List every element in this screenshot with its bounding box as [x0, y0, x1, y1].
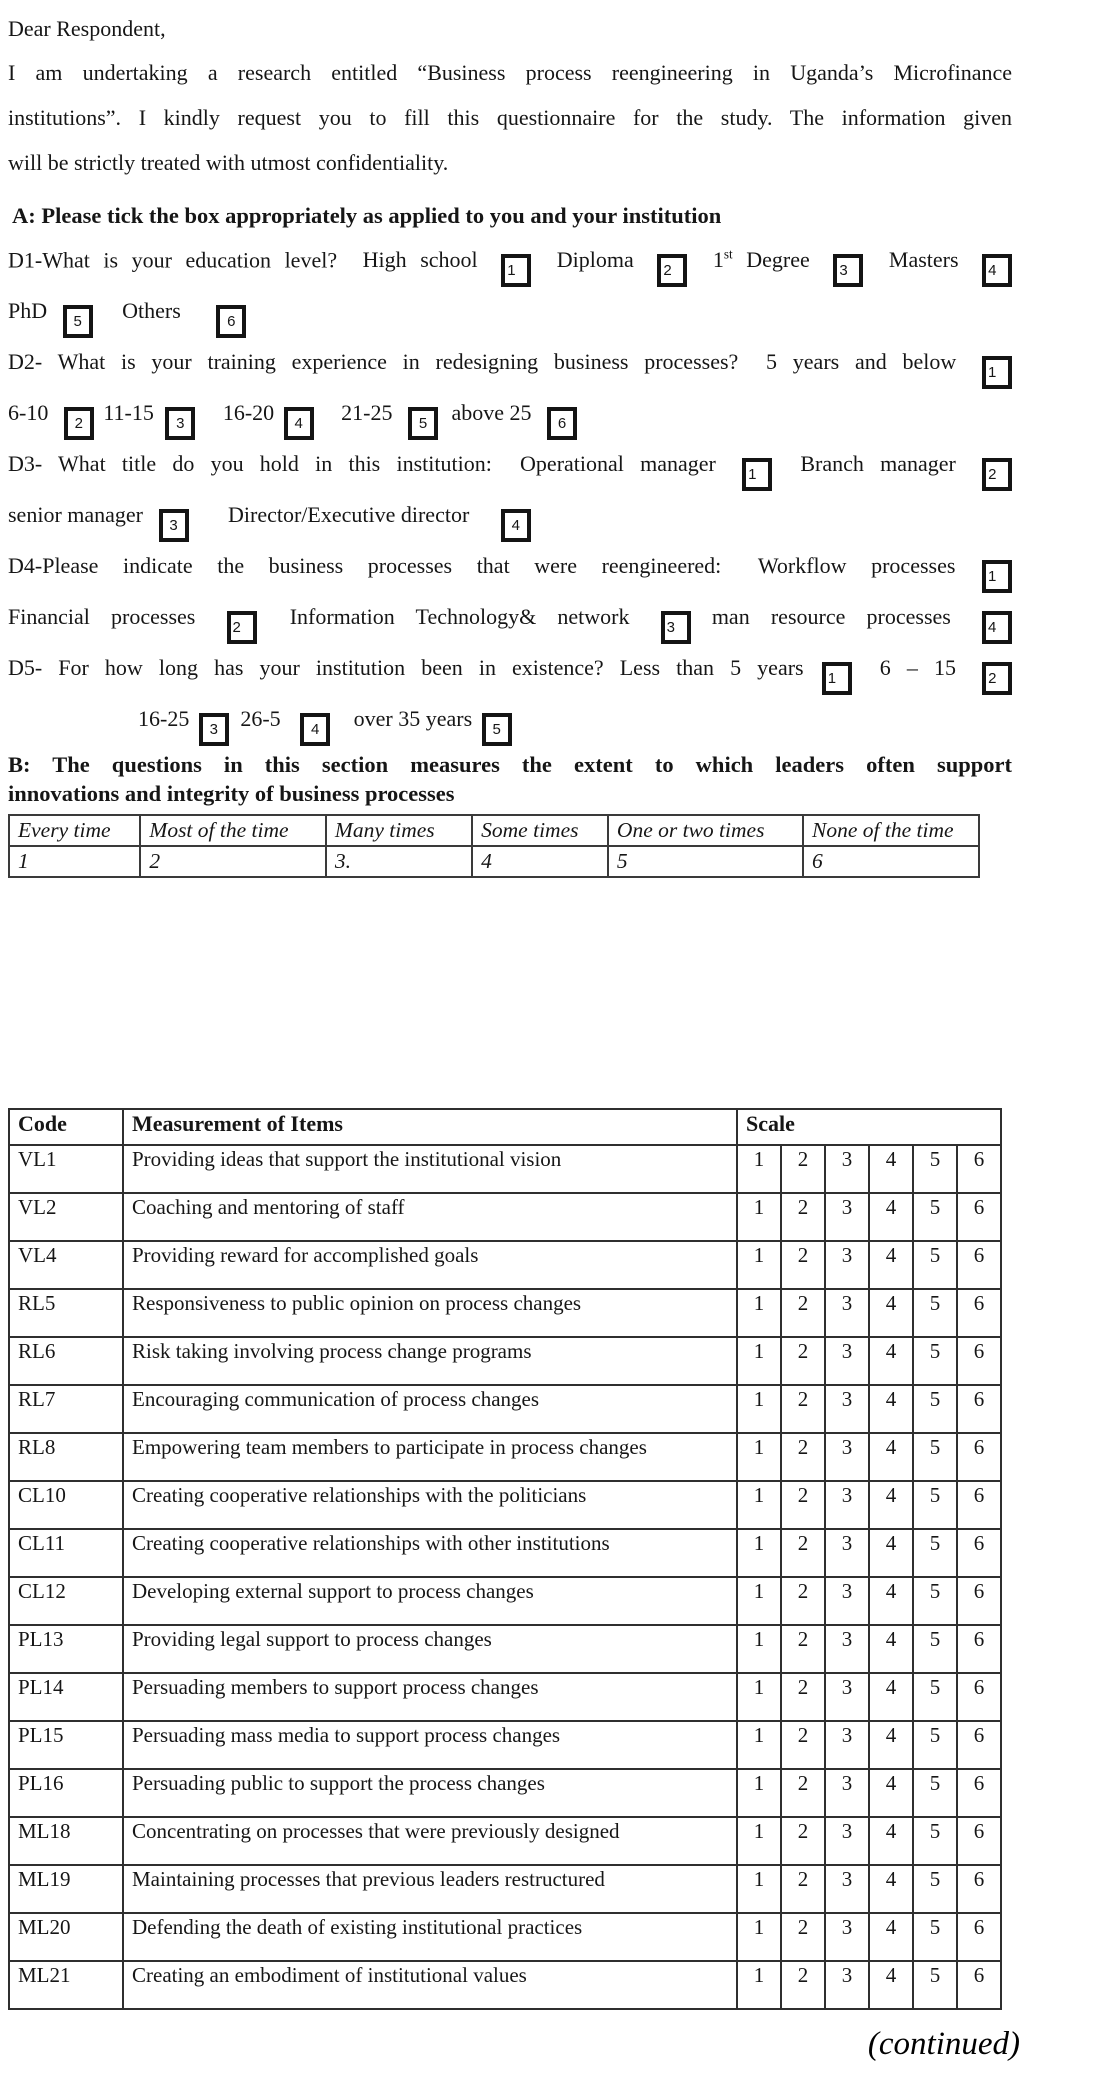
scale-cell[interactable]: 6: [957, 1145, 1001, 1193]
d1-option-6-label: Others: [122, 298, 181, 324]
scale-cell[interactable]: 6: [957, 1433, 1001, 1481]
table-row-rl6: [9, 1337, 1001, 1385]
scale-cell[interactable]: 2: [781, 1961, 825, 2009]
scale-cell[interactable]: 1: [737, 1913, 781, 1961]
question-d1: [8, 231, 1012, 338]
scale-cell[interactable]: 3: [825, 1145, 869, 1193]
scale-cell[interactable]: 6: [957, 1913, 1001, 1961]
row-code: CL12: [9, 1577, 123, 1625]
row-item: Persuading members to support process changes: [123, 1673, 737, 1721]
scale-cell[interactable]: 1: [737, 1529, 781, 1577]
row-item: Persuading mass media to support process changes: [123, 1721, 737, 1769]
scale-cell[interactable]: 4: [869, 1337, 913, 1385]
row-code: CL10: [9, 1481, 123, 1529]
d1-checkbox-2[interactable]: 2: [657, 254, 687, 287]
measurement-table: [8, 1108, 1002, 2010]
scale-cell[interactable]: 5: [913, 1865, 957, 1913]
scale-cell[interactable]: 5: [913, 1337, 957, 1385]
scale-cell[interactable]: 6: [957, 1817, 1001, 1865]
table-row-pl15: [9, 1721, 1001, 1769]
scale-cell[interactable]: 1: [737, 1673, 781, 1721]
scale-cell[interactable]: 5: [913, 1529, 957, 1577]
scale-cell[interactable]: 5: [913, 1961, 957, 2009]
d3-checkbox-2[interactable]: 2: [982, 458, 1012, 491]
d5-option-2-label: 6 – 15: [879, 655, 956, 681]
row-code: PL15: [9, 1721, 123, 1769]
scale-cell[interactable]: 5: [913, 1241, 957, 1289]
scale-cell[interactable]: 3: [825, 1385, 869, 1433]
scale-cell[interactable]: 4: [869, 1241, 913, 1289]
scale-cell[interactable]: 2: [781, 1193, 825, 1241]
scale-cell[interactable]: 6: [957, 1721, 1001, 1769]
d3-question: D3- What title do you hold in this institution:: [8, 451, 509, 477]
scale-cell[interactable]: 3: [825, 1817, 869, 1865]
d1-option-3-label-sup: st: [723, 247, 733, 262]
table-row-rl5: [9, 1289, 1001, 1337]
d4-checkbox-1[interactable]: 1: [982, 560, 1012, 593]
legend-header-one-or-two-times: One or two times: [608, 815, 803, 846]
scale-cell[interactable]: 4: [869, 1529, 913, 1577]
table-row-vl4: [9, 1241, 1001, 1289]
table-row-cl11: [9, 1529, 1001, 1577]
scale-cell[interactable]: 1: [737, 1145, 781, 1193]
row-item: Creating cooperative relationships with other institutions: [123, 1529, 737, 1577]
row-code: RL5: [9, 1289, 123, 1337]
d5-checkbox-5[interactable]: 5: [482, 713, 512, 746]
scale-cell[interactable]: 6: [957, 1193, 1001, 1241]
d2-option-5-label: 21-25: [341, 400, 393, 426]
measurement-table-header-row: [9, 1109, 1001, 1145]
row-code: PL16: [9, 1769, 123, 1817]
legend-header-row: [9, 815, 979, 846]
d1-option-3-label: [713, 247, 810, 272]
continued-note: (continued): [867, 2026, 1020, 2063]
scale-cell[interactable]: 5: [913, 1193, 957, 1241]
code-header: Code: [9, 1109, 123, 1145]
scale-cell[interactable]: 5: [913, 1433, 957, 1481]
d1-checkbox-1[interactable]: 1: [501, 254, 531, 287]
section-a-heading: A: Please tick the box appropriately as applied to you and your institution: [12, 203, 722, 228]
scale-cell[interactable]: 3: [825, 1529, 869, 1577]
intro-line-1: I am undertaking a research entitled “Business process reengineering in Uganda’s Microfinance: [8, 60, 1012, 85]
d5-checkbox-1[interactable]: 1: [822, 662, 852, 695]
d2-checkbox-3[interactable]: 3: [165, 407, 195, 440]
legend-header-none-of-the-time: None of the time: [803, 815, 979, 846]
table-row-pl16: [9, 1769, 1001, 1817]
legend-value-4: 4: [472, 846, 608, 877]
scale-cell[interactable]: 2: [781, 1721, 825, 1769]
scale-cell[interactable]: 6: [957, 1625, 1001, 1673]
d2-option-4-label: 16-20: [222, 400, 275, 426]
d4-checkbox-3[interactable]: 3: [661, 611, 691, 644]
scale-cell[interactable]: 6: [957, 1337, 1001, 1385]
row-item: Coaching and mentoring of staff: [123, 1193, 737, 1241]
scale-header: Scale: [737, 1109, 1001, 1145]
row-code: VL1: [9, 1145, 123, 1193]
scale-cell[interactable]: 4: [869, 1673, 913, 1721]
scale-cell[interactable]: 1: [737, 1289, 781, 1337]
scale-cell[interactable]: 3: [825, 1193, 869, 1241]
d3-checkbox-1[interactable]: 1: [742, 458, 772, 491]
scale-cell[interactable]: 5: [913, 1817, 957, 1865]
row-code: VL4: [9, 1241, 123, 1289]
scale-cell[interactable]: 1: [737, 1721, 781, 1769]
scale-cell[interactable]: 6: [957, 1241, 1001, 1289]
scale-cell[interactable]: 6: [957, 1769, 1001, 1817]
legend-value-5: 5: [608, 846, 803, 877]
d5-option-3-label: 16-25: [138, 706, 190, 732]
d1-option-3-label-base: 1: [712, 247, 724, 273]
row-item: Maintaining processes that previous leaders restructured: [123, 1865, 737, 1913]
scale-cell[interactable]: 1: [737, 1769, 781, 1817]
row-item: Concentrating on processes that were previously designed: [123, 1817, 737, 1865]
row-code: RL8: [9, 1433, 123, 1481]
scale-cell[interactable]: 4: [869, 1577, 913, 1625]
legend-value-3: 3.: [326, 846, 472, 877]
row-item: Responsiveness to public opinion on process changes: [123, 1289, 737, 1337]
row-item: Persuading public to support the process changes: [123, 1769, 737, 1817]
section-b-heading-line-2: innovations and integrity of business processes: [8, 781, 455, 807]
scale-cell[interactable]: 4: [869, 1769, 913, 1817]
scale-cell[interactable]: 6: [957, 1481, 1001, 1529]
scale-cell[interactable]: 1: [737, 1961, 781, 2009]
table-row-ml21: [9, 1961, 1001, 2009]
scale-cell[interactable]: 4: [869, 1289, 913, 1337]
scale-cell[interactable]: 2: [781, 1481, 825, 1529]
scale-cell[interactable]: 5: [913, 1625, 957, 1673]
salutation: Dear Respondent,: [8, 16, 166, 41]
row-code: RL6: [9, 1337, 123, 1385]
scale-cell[interactable]: 2: [781, 1577, 825, 1625]
intro-line-2: institutions”. I kindly request you to fill this questionnaire for the study. The information given: [8, 105, 1012, 130]
legend-header-some-times: Some times: [472, 815, 608, 846]
d3-checkbox-3[interactable]: 3: [159, 509, 189, 542]
question-d2: [8, 338, 1012, 440]
legend-header-most-of-the-time: Most of the time: [140, 815, 326, 846]
table-row-pl14: [9, 1673, 1001, 1721]
question-d3: [8, 440, 1012, 542]
d2-checkbox-2[interactable]: 2: [64, 407, 94, 440]
page: [8, 8, 1020, 2063]
scale-cell[interactable]: 6: [957, 1673, 1001, 1721]
d4-checkbox-2[interactable]: 2: [227, 611, 257, 644]
d3-option-2-label: Branch manager: [800, 451, 956, 477]
legend-value-6: 6: [803, 846, 979, 877]
row-item: Developing external support to process changes: [123, 1577, 737, 1625]
d1-option-5-label: PhD: [8, 298, 48, 324]
d4-option-2-label: Financial processes: [8, 604, 196, 630]
scale-cell[interactable]: 2: [781, 1769, 825, 1817]
d5-question: D5- For how long has your institution been in existence?: [8, 655, 620, 681]
scale-cell[interactable]: 4: [869, 1625, 913, 1673]
scale-cell[interactable]: 3: [825, 1577, 869, 1625]
d1-question: D1-What is your education level?: [8, 247, 338, 273]
scale-cell[interactable]: 3: [825, 1673, 869, 1721]
scale-cell[interactable]: 5: [913, 1385, 957, 1433]
d5-option-1-label: Less than 5 years: [619, 655, 804, 681]
legend-value-row: [9, 846, 979, 877]
scale-cell[interactable]: 6: [957, 1385, 1001, 1433]
scale-cell[interactable]: 4: [869, 1865, 913, 1913]
row-item: Risk taking involving process change programs: [123, 1337, 737, 1385]
scale-cell[interactable]: 4: [869, 1433, 913, 1481]
scale-cell[interactable]: 2: [781, 1817, 825, 1865]
d5-option-4-label: 26-5: [240, 706, 281, 732]
scale-cell[interactable]: 5: [913, 1481, 957, 1529]
d2-option-6-label: above 25: [451, 400, 532, 426]
scale-cell[interactable]: 1: [737, 1625, 781, 1673]
scale-cell[interactable]: 1: [737, 1193, 781, 1241]
row-code: PL14: [9, 1673, 123, 1721]
d4-option-1-label: Workflow processes: [757, 553, 956, 579]
table-row-pl13: [9, 1625, 1001, 1673]
row-code: ML19: [9, 1865, 123, 1913]
scale-cell[interactable]: 2: [781, 1145, 825, 1193]
row-item: Creating cooperative relationships with the politicians: [123, 1481, 737, 1529]
scale-cell[interactable]: 6: [957, 1961, 1001, 2009]
row-code: CL11: [9, 1529, 123, 1577]
scale-cell[interactable]: 5: [913, 1145, 957, 1193]
d1-option-3-label-rest: Degree: [746, 247, 810, 273]
scale-cell[interactable]: 2: [781, 1673, 825, 1721]
scale-cell[interactable]: 6: [957, 1865, 1001, 1913]
scale-cell[interactable]: 3: [825, 1625, 869, 1673]
legend-header-every-time: Every time: [9, 815, 140, 846]
scale-cell[interactable]: 3: [825, 1337, 869, 1385]
table-row-vl2: [9, 1193, 1001, 1241]
d5-checkbox-3[interactable]: 3: [199, 713, 229, 746]
row-code: ML20: [9, 1913, 123, 1961]
d5-checkbox-4[interactable]: 4: [300, 713, 330, 746]
question-d5: [8, 644, 1012, 746]
scale-cell[interactable]: 4: [869, 1961, 913, 2009]
scale-cell[interactable]: 3: [825, 1721, 869, 1769]
scale-cell[interactable]: 5: [913, 1289, 957, 1337]
scale-cell[interactable]: 3: [825, 1433, 869, 1481]
scale-cell[interactable]: 5: [913, 1577, 957, 1625]
scale-cell[interactable]: 4: [869, 1385, 913, 1433]
table-row-vl1: [9, 1145, 1001, 1193]
scale-cell[interactable]: 2: [781, 1865, 825, 1913]
row-item: Empowering team members to participate in process changes: [123, 1433, 737, 1481]
d2-option-3-label: 11-15: [103, 400, 154, 426]
items-header: Measurement of Items: [123, 1109, 737, 1145]
d5-option-5-label: over 35 years: [353, 706, 473, 732]
scale-cell[interactable]: 1: [737, 1337, 781, 1385]
legend-header-many-times: Many times: [326, 815, 472, 846]
row-item: Providing ideas that support the institutional vision: [123, 1145, 737, 1193]
d2-option-1-label: 5 years and below: [766, 349, 957, 375]
d3-option-4-label: Director/Executive director: [228, 502, 470, 528]
d3-option-3-label: senior manager: [8, 502, 143, 528]
d1-checkbox-3[interactable]: 3: [833, 254, 863, 287]
scale-cell[interactable]: 3: [825, 1865, 869, 1913]
d1-checkbox-6[interactable]: 6: [216, 305, 246, 338]
d2-checkbox-6[interactable]: 6: [547, 407, 577, 440]
scale-cell[interactable]: 3: [825, 1913, 869, 1961]
row-item: Defending the death of existing institutional practices: [123, 1913, 737, 1961]
d1-option-4-label: Masters: [888, 247, 959, 273]
scale-cell[interactable]: 1: [737, 1817, 781, 1865]
scale-cell[interactable]: 3: [825, 1481, 869, 1529]
table-row-ml18: [9, 1817, 1001, 1865]
row-code: VL2: [9, 1193, 123, 1241]
scale-cell[interactable]: 4: [869, 1481, 913, 1529]
scale-cell[interactable]: 2: [781, 1625, 825, 1673]
table-row-cl10: [9, 1481, 1001, 1529]
legend-value-2: 2: [140, 846, 326, 877]
table-row-ml19: [9, 1865, 1001, 1913]
legend-value-1: 1: [9, 846, 140, 877]
scale-cell[interactable]: 3: [825, 1769, 869, 1817]
scale-cell[interactable]: 2: [781, 1433, 825, 1481]
scale-cell[interactable]: 2: [781, 1289, 825, 1337]
scale-cell[interactable]: 4: [869, 1817, 913, 1865]
scale-cell[interactable]: 6: [957, 1577, 1001, 1625]
scale-cell[interactable]: 6: [957, 1289, 1001, 1337]
scale-cell[interactable]: 4: [869, 1721, 913, 1769]
scale-cell[interactable]: 5: [913, 1721, 957, 1769]
row-code: ML18: [9, 1817, 123, 1865]
d1-option-2-label: Diploma: [556, 247, 634, 273]
scale-cell[interactable]: 5: [913, 1913, 957, 1961]
row-item: Providing legal support to process changes: [123, 1625, 737, 1673]
d1-checkbox-5[interactable]: 5: [63, 305, 93, 338]
d3-checkbox-4[interactable]: 4: [501, 509, 531, 542]
scale-cell[interactable]: 4: [869, 1145, 913, 1193]
row-code: PL13: [9, 1625, 123, 1673]
question-d4: [8, 542, 1012, 644]
scale-cell[interactable]: 6: [957, 1529, 1001, 1577]
d4-checkbox-4[interactable]: 4: [982, 611, 1012, 644]
scale-cell[interactable]: 1: [737, 1433, 781, 1481]
d3-option-1-label: Operational manager: [520, 451, 716, 477]
rating-legend-table: [8, 814, 980, 878]
scale-cell[interactable]: 1: [737, 1241, 781, 1289]
scale-cell[interactable]: 2: [781, 1337, 825, 1385]
section-b-heading-line-1: B: The questions in this section measures the extent to which leaders often support: [8, 752, 1012, 778]
scale-cell[interactable]: 1: [737, 1481, 781, 1529]
d1-option-1-label: High school: [362, 247, 478, 273]
scale-cell[interactable]: 3: [825, 1289, 869, 1337]
d5-checkbox-2[interactable]: 2: [982, 662, 1012, 695]
row-item: Creating an embodiment of institutional values: [123, 1961, 737, 2009]
row-item: Providing reward for accomplished goals: [123, 1241, 737, 1289]
d2-checkbox-5[interactable]: 5: [408, 407, 438, 440]
table-row-ml20: [9, 1913, 1001, 1961]
d4-option-3-label: Information Technology& network: [289, 604, 630, 630]
row-code: ML21: [9, 1961, 123, 2009]
d1-checkbox-4[interactable]: 4: [982, 254, 1012, 287]
scale-cell[interactable]: 2: [781, 1385, 825, 1433]
scale-cell[interactable]: 5: [913, 1769, 957, 1817]
table-row-cl12: [9, 1577, 1001, 1625]
d4-option-4-label: man resource processes: [711, 604, 951, 630]
scale-cell[interactable]: 4: [869, 1913, 913, 1961]
scale-cell[interactable]: 4: [869, 1193, 913, 1241]
row-code: RL7: [9, 1385, 123, 1433]
intro-line-3: will be strictly treated with utmost confidentiality.: [8, 150, 449, 175]
scale-cell[interactable]: 5: [913, 1673, 957, 1721]
table-row-rl7: [9, 1385, 1001, 1433]
d2-question: D2- What is your training experience in redesigning business processes?: [8, 349, 739, 375]
scale-cell[interactable]: 3: [825, 1241, 869, 1289]
scale-cell[interactable]: 1: [737, 1577, 781, 1625]
d2-checkbox-4[interactable]: 4: [284, 407, 314, 440]
d2-option-2-label: 6-10: [8, 400, 49, 426]
scale-cell[interactable]: 2: [781, 1529, 825, 1577]
scale-cell[interactable]: 1: [737, 1385, 781, 1433]
d4-question: D4-Please indicate the business processes that were reengineered:: [8, 553, 746, 579]
table-row-rl8: [9, 1433, 1001, 1481]
scale-cell[interactable]: 2: [781, 1241, 825, 1289]
scale-cell[interactable]: 3: [825, 1961, 869, 2009]
scale-cell[interactable]: 1: [737, 1865, 781, 1913]
scale-cell[interactable]: 2: [781, 1913, 825, 1961]
row-item: Encouraging communication of process changes: [123, 1385, 737, 1433]
d2-checkbox-1[interactable]: 1: [982, 356, 1012, 389]
